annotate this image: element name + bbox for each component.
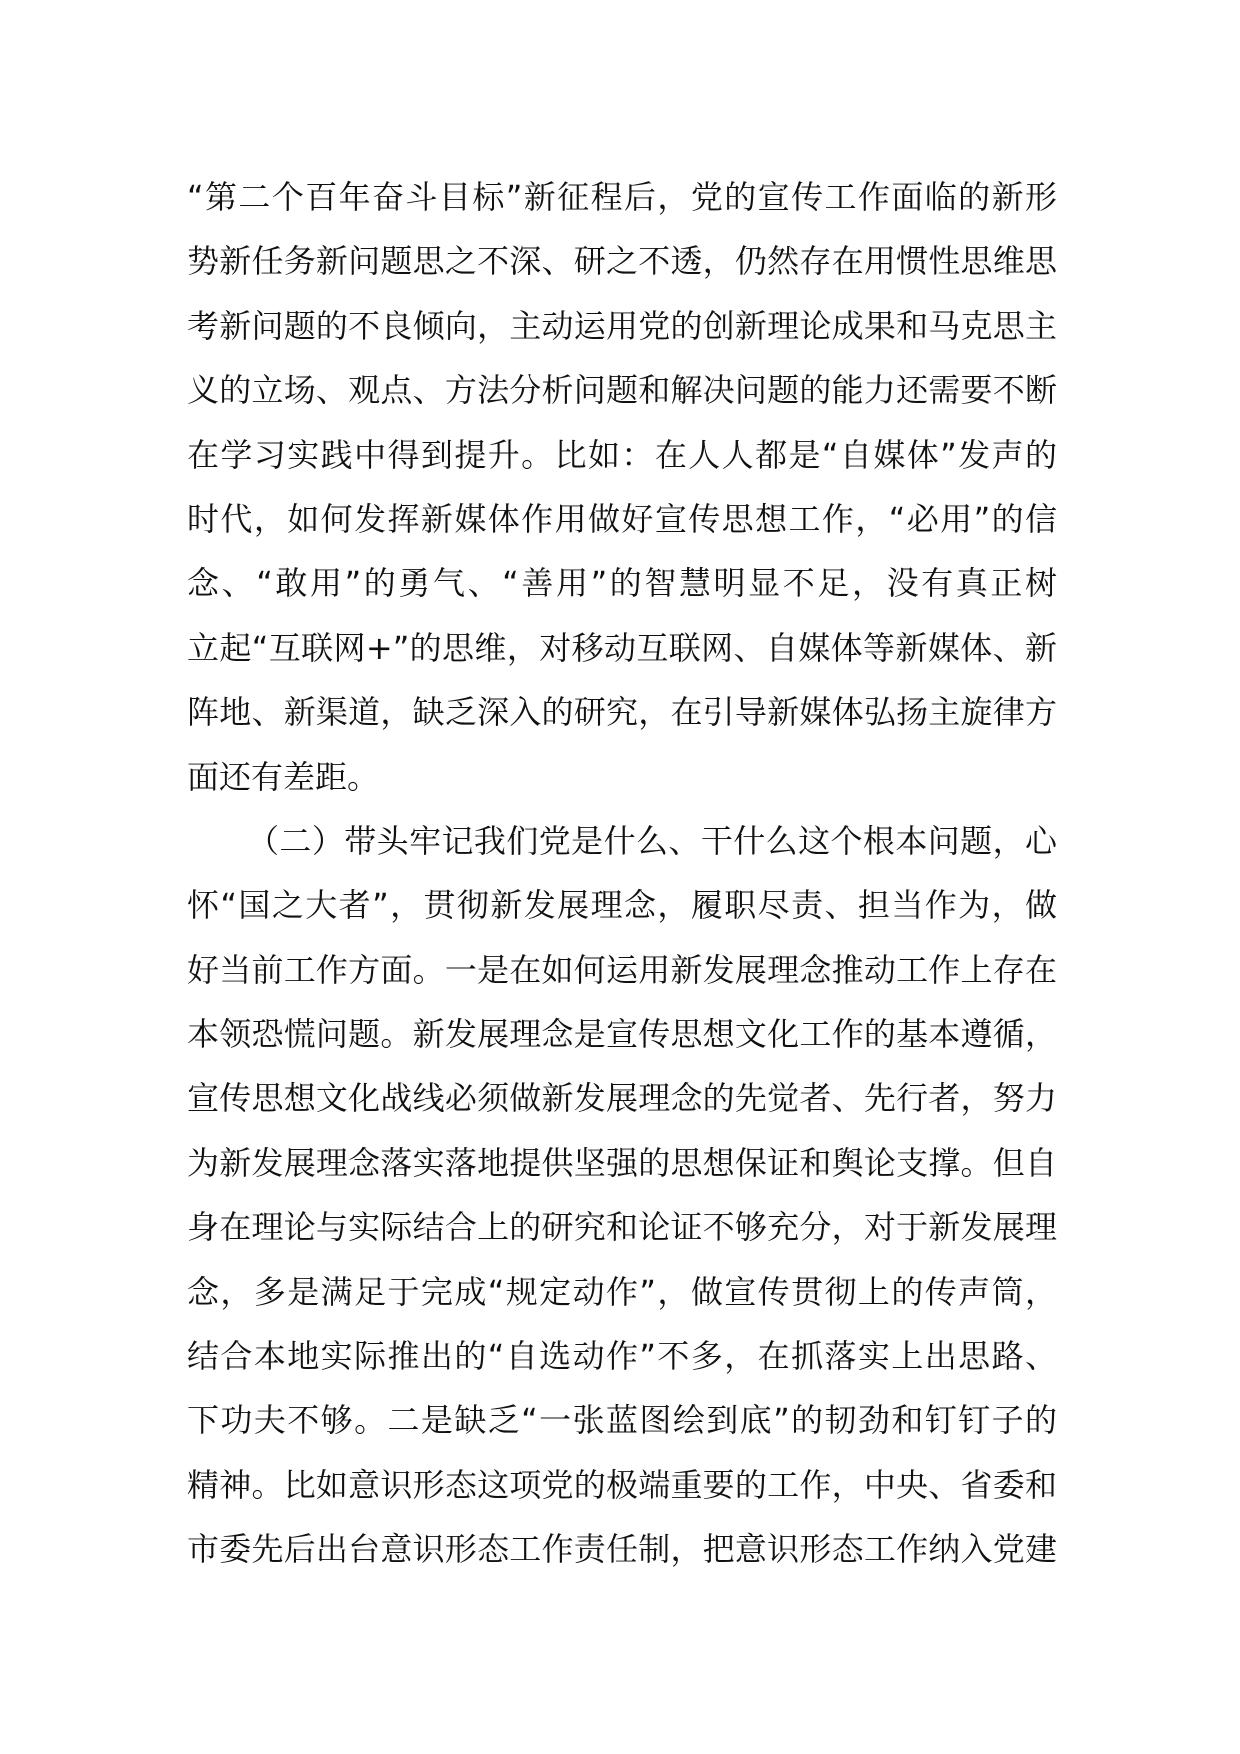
text-line: 精神。比如意识形态这项党的极端重要的工作，中央、省委和 bbox=[187, 1465, 1057, 1504]
section-heading-line: （二）带头牢记我们党是什么、干什么这个根本问题，心 bbox=[247, 821, 1057, 860]
text-line: 下功夫不够。二是缺乏“一张蓝图绘到底”的韧劲和钉钉子的 bbox=[187, 1401, 1057, 1440]
text-line: 立起“互联网+”的思维，对移动互联网、自媒体等新媒体、新 bbox=[187, 628, 1057, 667]
text-line: 为新发展理念落实落地提供坚强的思想保证和舆论支撑。但自 bbox=[187, 1143, 1057, 1182]
text-line: 在学习实践中得到提升。比如：在人人都是“自媒体”发声的 bbox=[187, 435, 1057, 474]
text-line: “第二个百年奋斗目标”新征程后，党的宣传工作面临的新形 bbox=[187, 178, 1057, 216]
text-line: 怀“国之大者”，贯彻新发展理念，履职尽责、担当作为，做 bbox=[187, 886, 1057, 925]
paragraph-end-line: 面还有差距。 bbox=[187, 757, 380, 796]
text-line: 本领恐慌问题。新发展理念是宣传思想文化工作的基本遵循， bbox=[187, 1015, 1057, 1054]
body-text bbox=[187, 165, 1057, 1582]
text-line: 义的立场、观点、方法分析问题和解决问题的能力还需要不断 bbox=[187, 371, 1057, 410]
text-line: 阵地、新渠道，缺乏深入的研究，在引导新媒体弘扬主旋律方 bbox=[187, 693, 1057, 732]
text-line: 宣传思想文化战线必须做新发展理念的先觉者、先行者，努力 bbox=[187, 1079, 1057, 1118]
text-line: 身在理论与实际结合上的研究和论证不够充分，对于新发展理 bbox=[187, 1208, 1057, 1247]
text-line: 考新问题的不良倾向，主动运用党的创新理论成果和马克思主 bbox=[187, 306, 1057, 345]
text-line: 念、“敢用”的勇气、“善用”的智慧明显不足，没有真正树 bbox=[187, 564, 1057, 603]
text-line: 结合本地实际推出的“自选动作”不多，在抓落实上出思路、 bbox=[187, 1337, 1057, 1376]
text-line: 势新任务新问题思之不深、研之不透，仍然存在用惯性思维思 bbox=[187, 242, 1057, 281]
text-line: 市委先后出台意识形态工作责任制，把意识形态工作纳入党建 bbox=[187, 1530, 1057, 1569]
text-line: 好当前工作方面。一是在如何运用新发展理念推动工作上存在 bbox=[187, 950, 1057, 989]
text-line: 念，多是满足于完成“规定动作”，做宣传贯彻上的传声筒， bbox=[187, 1272, 1057, 1311]
text-line: 时代，如何发挥新媒体作用做好宣传思想工作，“必用”的信 bbox=[187, 499, 1057, 538]
